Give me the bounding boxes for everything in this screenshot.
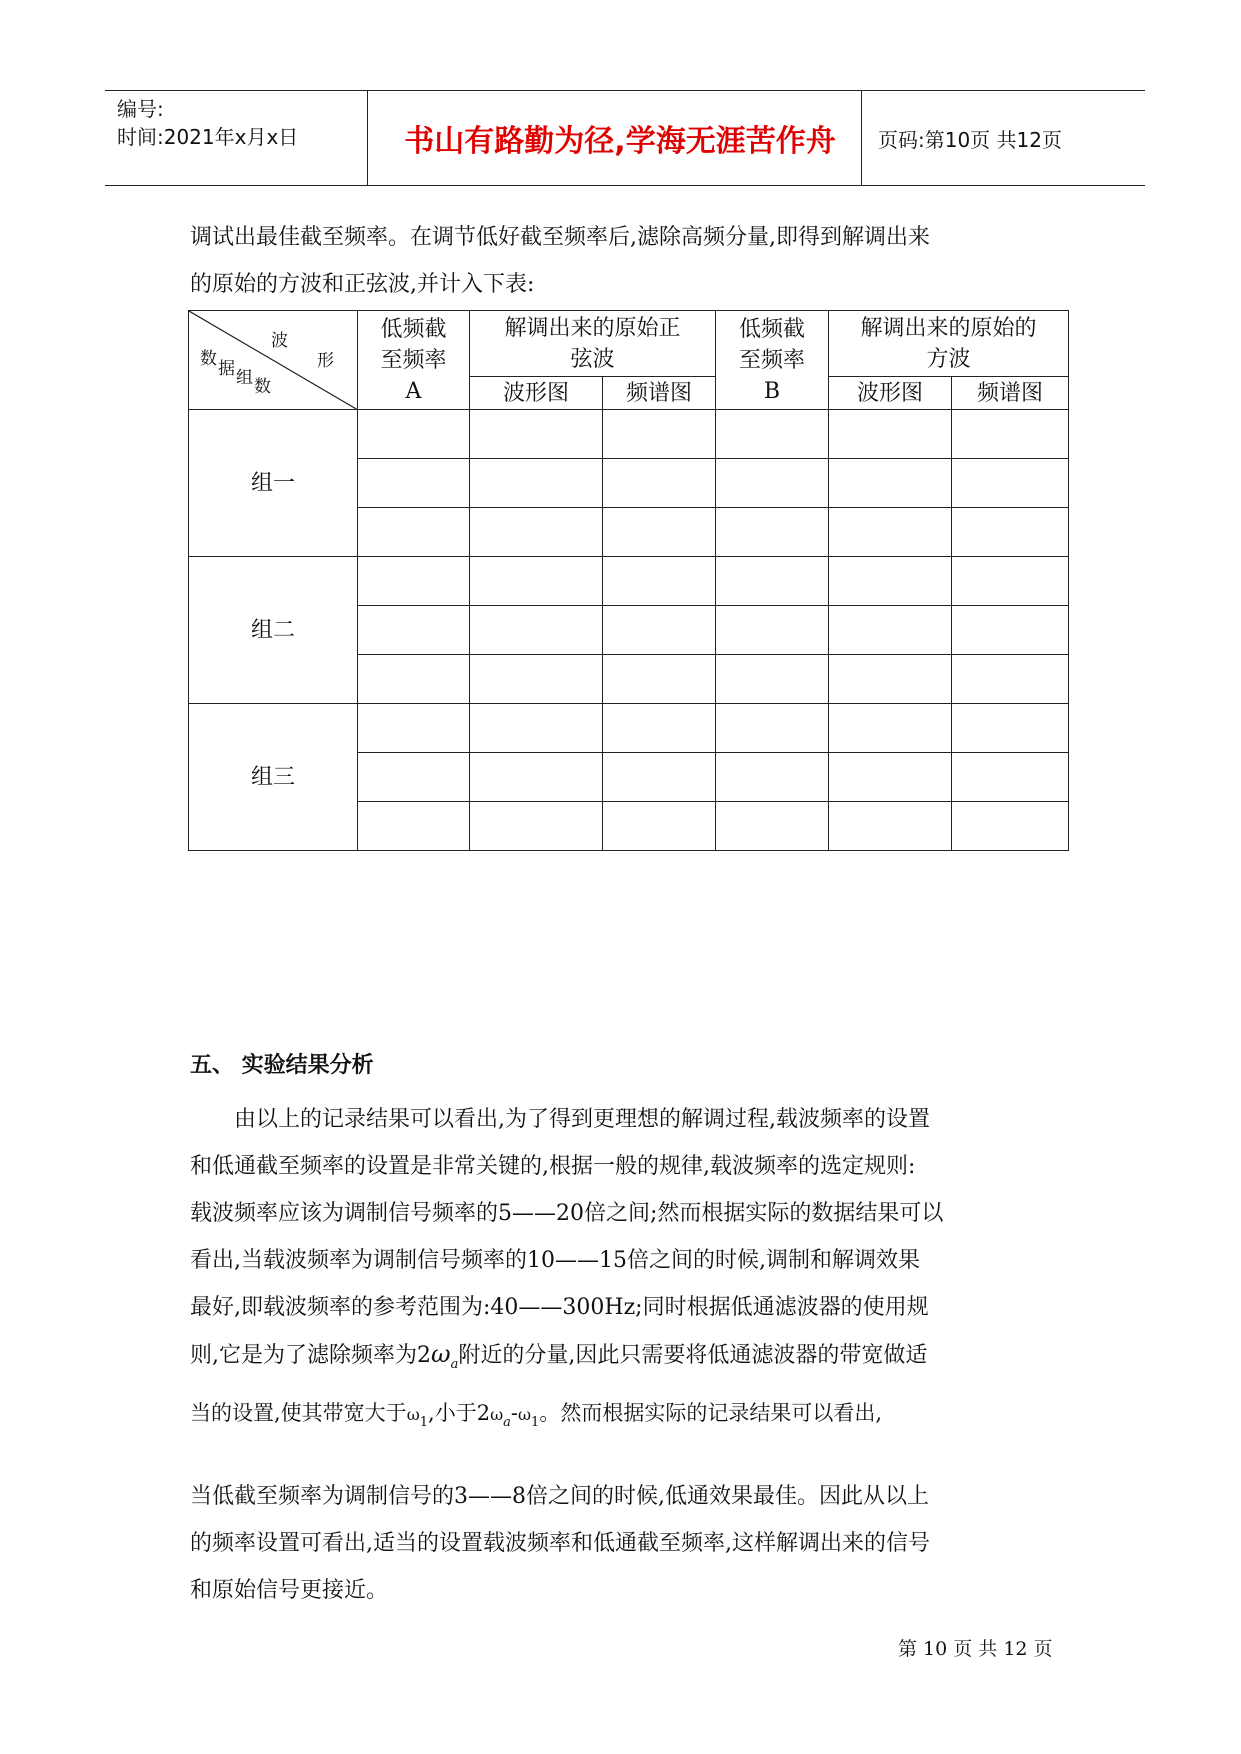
sub-header-spectrum: 频谱图 <box>603 377 716 410</box>
table-cell <box>952 704 1069 753</box>
date-label: 时间:2021年x月x日 <box>117 125 299 149</box>
table-cell <box>952 655 1069 704</box>
table-cell <box>358 655 470 704</box>
sub-header-waveform: 波形图 <box>829 377 952 410</box>
analysis-line: 看出,当载波频率为调制信号频率的10——15倍之间的时候,调制和解调效果 <box>190 1248 920 1273</box>
table-cell <box>603 606 716 655</box>
table-cell <box>952 508 1069 557</box>
table-cell <box>358 704 470 753</box>
group-label: 组二 <box>189 557 358 704</box>
analysis-line: 和低通截至频率的设置是非常关键的,根据一般的规律,载波频率的选定规则: <box>190 1154 916 1179</box>
col-header-sine-group: 解调出来的原始正 弦波 <box>470 311 716 377</box>
table-cell <box>470 459 603 508</box>
table-cell <box>603 802 716 851</box>
results-table <box>188 310 1069 851</box>
table-cell <box>603 410 716 459</box>
table-cell <box>716 704 829 753</box>
table-cell <box>603 557 716 606</box>
table-cell <box>716 753 829 802</box>
table-cell <box>603 753 716 802</box>
table-cell <box>952 753 1069 802</box>
table-cell <box>470 753 603 802</box>
omega-symbol: ω <box>490 1405 504 1424</box>
omega-symbol: ω <box>431 1340 451 1368</box>
table-cell <box>829 410 952 459</box>
table-cell <box>716 508 829 557</box>
table-cell <box>952 606 1069 655</box>
analysis-line: 由以上的记录结果可以看出,为了得到更理想的解调过程,载波频率的设置 <box>234 1107 930 1132</box>
analysis-line: 当低截至频率为调制信号的3——8倍之间的时候,低通效果最佳。因此从以上 <box>190 1484 929 1509</box>
corner-label-right: 形 <box>317 351 334 371</box>
table-cell <box>358 753 470 802</box>
table-cell <box>829 459 952 508</box>
analysis-line: 和原始信号更接近。 <box>190 1578 389 1603</box>
page-footer: 第 10 页 共 12 页 <box>898 1638 1053 1660</box>
table-cell <box>358 802 470 851</box>
header-info <box>117 95 298 151</box>
corner-label-char: 组 <box>236 368 253 388</box>
table-cell <box>716 410 829 459</box>
col-header-cutoff-a: 低频截 至频率 A <box>358 311 470 410</box>
sub-header-spectrum: 频谱图 <box>952 377 1069 410</box>
omega-symbol: ω <box>406 1405 420 1424</box>
omega-symbol: ω <box>518 1405 532 1424</box>
table-cell <box>358 557 470 606</box>
table-cell <box>829 606 952 655</box>
table-cell <box>470 557 603 606</box>
col-header-square-group: 解调出来的原始的 方波 <box>829 311 1069 377</box>
table-cell <box>603 704 716 753</box>
group-label: 组一 <box>189 410 358 557</box>
table-cell <box>952 410 1069 459</box>
table-cell <box>829 557 952 606</box>
analysis-line: 的频率设置可看出,适当的设置载波频率和低通截至频率,这样解调出来的信号 <box>190 1531 930 1556</box>
sub-header-waveform: 波形图 <box>470 377 603 410</box>
corner-label-char: 数 <box>200 349 217 369</box>
header-divider <box>367 91 368 185</box>
table-cell <box>470 704 603 753</box>
group-label: 组三 <box>189 704 358 851</box>
table-cell <box>716 655 829 704</box>
table-cell <box>358 459 470 508</box>
table-cell <box>470 655 603 704</box>
header-motto: 书山有路勤为径,学海无涯苦作舟 <box>404 124 836 159</box>
section-heading: 五、 实验结果分析 <box>190 1053 374 1078</box>
table-cell <box>358 606 470 655</box>
intro-line-1: 调试出最佳截至频率。在调节低好截至频率后,滤除高频分量,即得到解调出来 <box>190 225 930 250</box>
col-header-cutoff-b: 低频截 至频率 B <box>716 311 829 410</box>
serial-label: 编号: <box>117 97 164 121</box>
header-divider <box>861 91 862 185</box>
table-cell <box>358 410 470 459</box>
table-cell <box>829 704 952 753</box>
page-header <box>105 90 1145 186</box>
table-cell <box>603 508 716 557</box>
header-page-number: 页码:第10页 共12页 <box>878 127 1062 152</box>
table-cell <box>716 802 829 851</box>
table-cell <box>358 508 470 557</box>
table-cell <box>470 802 603 851</box>
table-cell <box>716 557 829 606</box>
table-cell <box>829 753 952 802</box>
table-cell <box>716 459 829 508</box>
table-cell <box>829 508 952 557</box>
table-cell <box>829 802 952 851</box>
table-cell <box>603 459 716 508</box>
corner-label-char: 数 <box>254 377 271 397</box>
analysis-line: 载波频率应该为调制信号频率的5——20倍之间;然而根据实际的数据结果可以 <box>190 1201 944 1226</box>
analysis-line-formula: 则,它是为了滤除频率为$2\omega_a$附近的分量,因此只需要将低通滤波器的带宽做适 <box>190 1340 928 1372</box>
table-cell <box>829 655 952 704</box>
corner-label-top: 波 <box>271 331 288 351</box>
corner-label-char: 据 <box>218 359 235 379</box>
table-cell <box>952 557 1069 606</box>
table-cell <box>603 655 716 704</box>
table-corner-header <box>189 311 358 410</box>
analysis-line-formula: 当的设置,使其带宽大于$\omega_1$,小于$2\omega_a-\omega_1$。然而根据实际的记录结果可以看出, <box>190 1401 883 1430</box>
table-cell <box>952 802 1069 851</box>
table-cell <box>470 606 603 655</box>
table-cell <box>470 508 603 557</box>
table-cell <box>952 459 1069 508</box>
intro-line-2: 的原始的方波和正弦波,并计入下表: <box>190 272 535 297</box>
analysis-line: 最好,即载波频率的参考范围为:40——300Hz;同时根据低通滤波器的使用规 <box>190 1295 929 1320</box>
table-cell <box>716 606 829 655</box>
table-cell <box>470 410 603 459</box>
